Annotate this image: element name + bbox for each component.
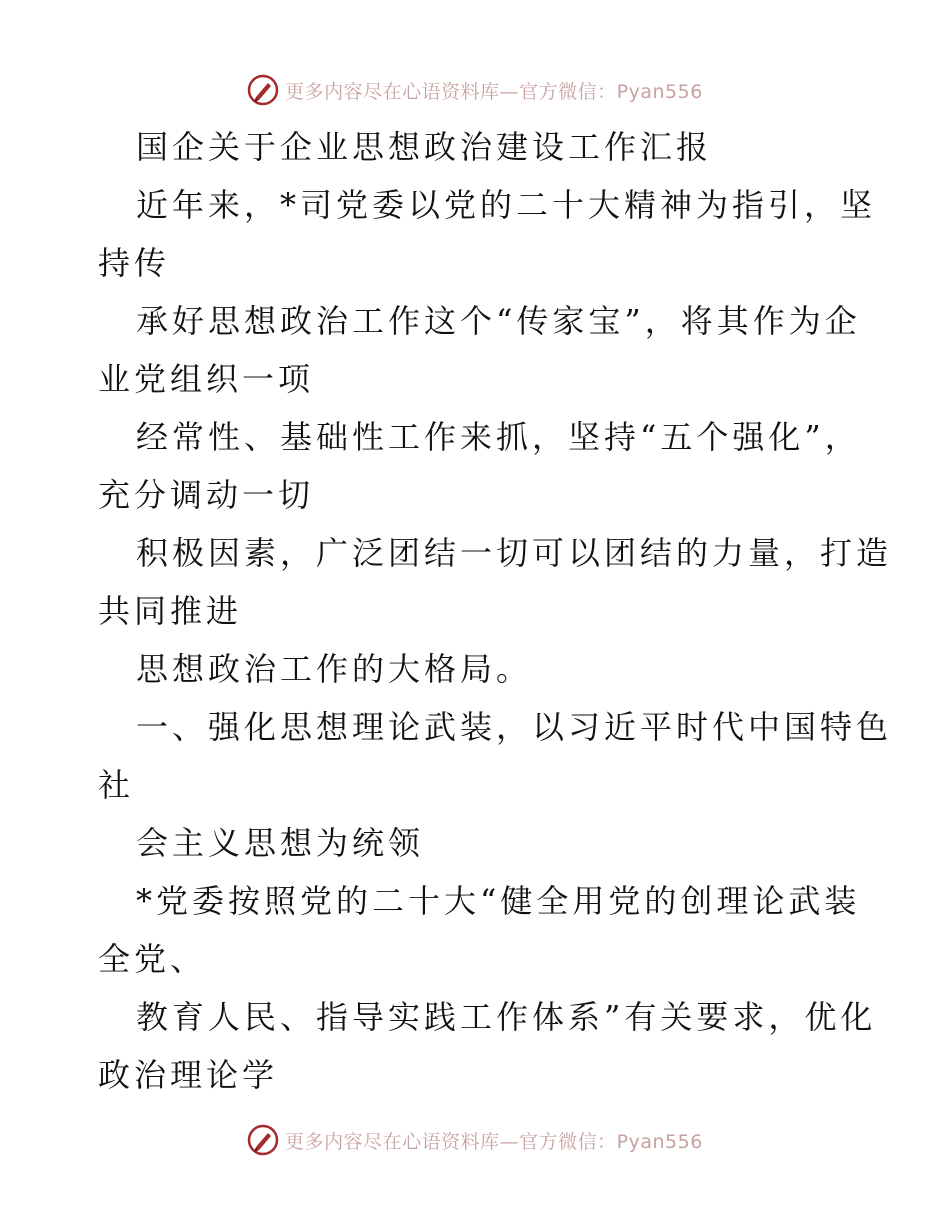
text-line: 经常性、基础性工作来抓，坚持“五个强化”， bbox=[136, 418, 861, 456]
text-line: 业党组织一项 bbox=[98, 360, 315, 398]
text-line: *党委按照党的二十大“健全用党的创理论武装 bbox=[136, 882, 861, 920]
text-line: 共同推进 bbox=[98, 592, 243, 630]
text-line: 积极因素，广泛团结一切可以团结的力量，打造 bbox=[136, 534, 893, 572]
section-heading: 社 bbox=[98, 766, 135, 804]
text-line: 国企关于企业思想政治建设工作汇报 bbox=[136, 128, 713, 166]
section-heading: 一、强化思想理论武装，以习近平时代中国特色 bbox=[136, 708, 893, 746]
text-line: 承好思想政治工作这个“传家宝”，将其作为企 bbox=[136, 302, 861, 340]
text-line: 全党、 bbox=[98, 940, 207, 978]
text-line: 充分调动一切 bbox=[98, 476, 315, 514]
text-line: 思想政治工作的大格局。 bbox=[136, 650, 533, 688]
text-line: 近年来，*司党委以党的二十大精神为指引，坚 bbox=[136, 186, 877, 224]
watermark-text: 更多内容尽在心语资料库—官方微信：Pyan556 bbox=[285, 80, 703, 103]
pen-logo-icon bbox=[247, 1124, 279, 1156]
footer-watermark bbox=[0, 1122, 950, 1158]
text-line: 持传 bbox=[98, 244, 171, 282]
text-line: 政治理论学 bbox=[98, 1056, 279, 1094]
watermark-text: 更多内容尽在心语资料库—官方微信：Pyan556 bbox=[285, 1130, 703, 1153]
text-line: 教育人民、指导实践工作体系”有关要求，优化 bbox=[136, 998, 877, 1036]
header-watermark bbox=[0, 72, 950, 108]
document-body bbox=[98, 118, 893, 1104]
pen-logo-icon bbox=[247, 74, 279, 106]
section-heading: 会主义思想为统领 bbox=[136, 824, 425, 862]
